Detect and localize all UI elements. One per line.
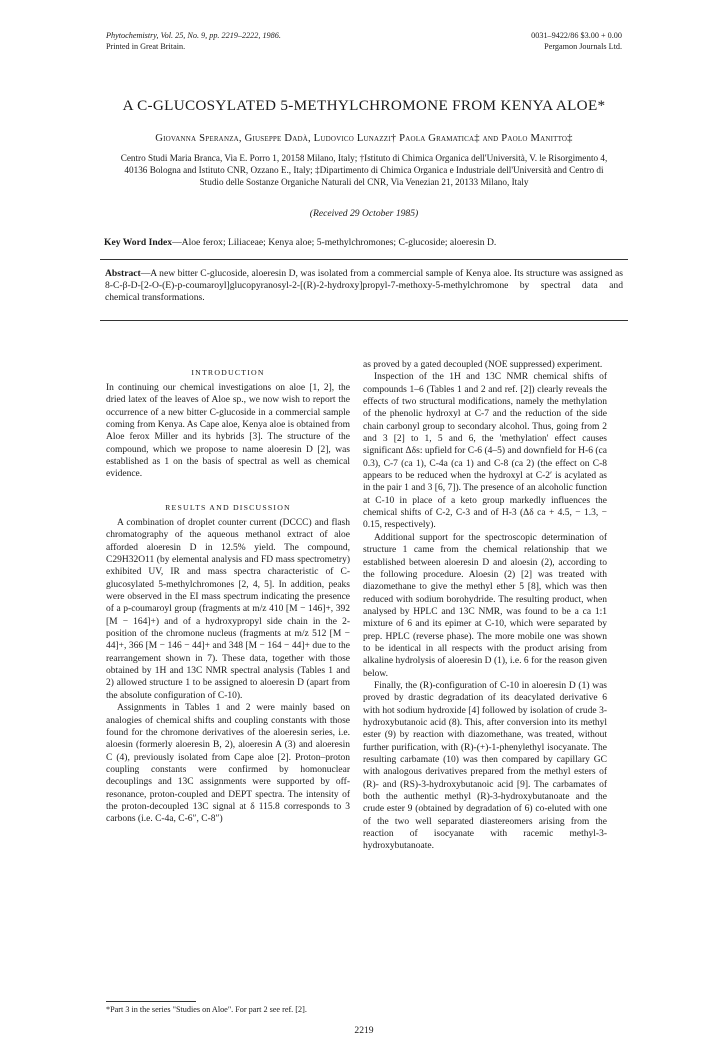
abstract-top-rule (100, 259, 628, 260)
affiliation-line-2: 40136 Bologna and Istituto CNR, Ozzano E., Italy; ‡Dipartimento di Chimica Organica e Industriale dell'Università and Centro di (124, 165, 604, 176)
results-paragraph-1: A combination of droplet counter current (DCCC) and flash chromatography of the aqueous methanol extract of aloe afforded aloeresin D in 12.5% yield. The compound, C29H32O11 (by elemental analysis and FD mass spectrometry) exhibited UV, IR and mass spectra characteristic of C-glucosylated 5-methylchromones [2, 4, 5]. In addition, peaks were observed in the EI mass spectrum indicating the presence of a p-coumaroyl group (fragments at m/z 410 [M − 146]+, 392 [M − 164]+) and of a hydroxypropyl side chain in the 2-position of the chromone nucleus (fragments at m/z 512 [M − 44]+, 366 [M − 146 − 44]+ and 348 [M − 164 − 44]+ due to the rearrangement shown in 7). These data, together with those obtained by 1H and 13C NMR spectral analysis (Tables 1 and 2) allowed structure 1 to be assigned to aloeresin D (apart from the absolute configuration of C-10). (106, 518, 350, 701)
right-paragraph-4: Finally, the (R)-configuration of C-10 in aloeresin D (1) was proved by drastic degradation of its deacylated derivative 6 with hot sodium hydroxide [4] followed by isolation of crude 3-hydroxybutanoic acid (8). This, after conversion into its methyl ester (9) by reaction with diazomethane, was treated, without further purification, with (R)-(+)-1-phenylethyl isocyanate. The resulting carbamate (10) was then compared by capillary GC with analogous derivatives prepared from the methyl esters of (R)- and (RS)-3-hydroxybutanoic acid [9]. The carbamates of both the authentic methyl (R)-3-hydroxybutanoate and the crude ester 9 (obtained by degradation of 6) co-eluted with one of the two well separated diastereomers arising from the reaction of isocyanate with racemic methyl-3-hydroxybutanoate. (363, 680, 607, 852)
right-paragraph-2: Inspection of the 1H and 13C NMR chemical shifts of compounds 1–6 (Tables 1 and 2 and ref. [2]) clearly reveals the effects of two structural modifications, namely the methylation of the phenolic hydroxyl at C-7 and the reduction of the side chain carbonyl group to secondary alcohol. Thus, going from 2 and 3 [2] to 1, 5 and 6, the 'methylation' effect causes significant Δδs: upfield for C-6 (4–5) and downfield for H-6 (ca 0.3), C-7 (ca 1), C-4a (ca 1) and C-8 (ca 2) (the effect on C-8 appears to be reduced when the hydroxyl at C-2′ is acylated as in the pair 1 and 3 [6, 7]). The presence of an alcoholic function at C-10 in place of a keto group markedly influences the chemical shifts of C-2, C-3 and of H-3 (Δδ ca + 4.5, − 1.3, − 0.15, respectively). (363, 372, 607, 531)
footnote: *Part 3 in the series "Studies on Aloe". For part 2 see ref. [2]. (106, 1005, 307, 1014)
footnote-rule (106, 1001, 196, 1002)
results-heading: RESULTS AND DISCUSSION (165, 503, 291, 512)
affiliation-line-3: Studio delle Sostanze Organiche Naturali del CNR, Via Venezian 21, 20133 Milano, Italy (199, 177, 529, 188)
article-title: A C-GLUCOSYLATED 5-METHYLCHROMONE FROM KENYA ALOE* (122, 97, 606, 114)
article-authors: Giovanna Speranza, Giuseppe Dadà, Ludovico Lunazzi† Paola Gramatica‡ and Paolo Manitto‡ (155, 133, 573, 144)
right-column-text (363, 359, 607, 853)
publisher-code (420, 31, 622, 52)
abstract-label: Abstract (105, 268, 141, 279)
journal-citation (106, 31, 281, 52)
abstract-bottom-rule (100, 320, 628, 321)
affiliations (60, 152, 668, 189)
received-date: (Received 29 October 1985) (309, 208, 419, 219)
introduction-text (106, 382, 350, 481)
introduction-heading: INTRODUCTION (191, 368, 265, 377)
results-paragraph-2: Assignments in Tables 1 and 2 were mainly based on analogies of chemical shifts and coupling constants with those found for the chromone derivatives of the aloeresin series, i.e. aloesin (formerly aloeresin B, 2), aloeresin A (3) and aloeresin C (4), previously isolated from Cape aloe [2]. Proton–proton coupling constants were confirmed by homonuclear decouplings and 13C assignments were supported by off-resonance, proton-coupled and DEPT spectra. The intensity of the proton-decoupled 13C signal at δ 115.8 corresponds to 3 carbons (i.e. C-4a, C-6″, C-8″) (106, 703, 350, 825)
right-paragraph-3: Additional support for the spectroscopic determination of structure 1 came from the chemical relationship that we established between aloeresin D and aloesin (2), according to the following procedure. Aloesin (2) [2] was treated with diazomethane to give the methyl ether 5 [8], which was then reduced with sodium borohydride. The resulting product, when analysed by HPLC and 13C NMR, was found to be a ca 1:1 mixture of 6 and its epimer at C-10, which were separated by prep. HPLC (reverse phase). The more mobile one was shown to be identical in all respects with the product arising from alkaline hydrolysis of aloeresin D (1), i.e. 6 for the reason given below. (363, 532, 607, 679)
journal-line-1: Phytochemistry, Vol. 25, No. 9, pp. 2219–2222, 1986. (106, 31, 281, 40)
keywords-label: Key Word Index (104, 237, 173, 248)
affiliation-line-1: Centro Studi Maria Branca, Via E. Porro 1, 20158 Milano, Italy; †Istituto di Chimica Organica dell'Università, V. le Risorgimento 4, (120, 153, 608, 163)
price-code: 0031–9422/86 $3.00 + 0.00 (531, 31, 622, 40)
keyword-index (104, 237, 664, 248)
results-text (106, 517, 350, 826)
introduction-paragraph: In continuing our chemical investigations on aloe [1, 2], the dried latex of the leaves of Aloe sp., we now wish to report the occurrence of a new bitter C-glucoside in a commercial sample coming from Kenya. As Cape aloe, Kenya aloe is obtained from Aloe ferox Miller and its hybrids [3]. The structure of the compound, which we propose to name aloeresin D [2], was established as 1 on the basis of spectral as well as chemical evidence. (106, 383, 350, 480)
right-paragraph-1: as proved by a gated decoupled (NOE suppressed) experiment. (363, 360, 603, 370)
page-number: 2219 (354, 1025, 374, 1036)
journal-line-2: Printed in Great Britain. (106, 41, 186, 51)
publisher-name: Pergamon Journals Ltd. (544, 41, 622, 51)
keywords-text: —Aloe ferox; Liliaceae; Kenya aloe; 5-methylchromones; C-glucoside; aloeresin D. (172, 237, 497, 248)
abstract-text: —A new bitter C-glucoside, aloeresin D, was isolated from a commercial sample of Kenya aloe. Its structure was assigned as 8-C-β-D-[2-O-(E)-p-coumaroyl]glucopyranosyl-2-[(R)-2-hydroxy]propyl-7-methoxy-5-methylchromone by spectral data and chemical transformations. (105, 268, 623, 304)
abstract (105, 268, 623, 305)
